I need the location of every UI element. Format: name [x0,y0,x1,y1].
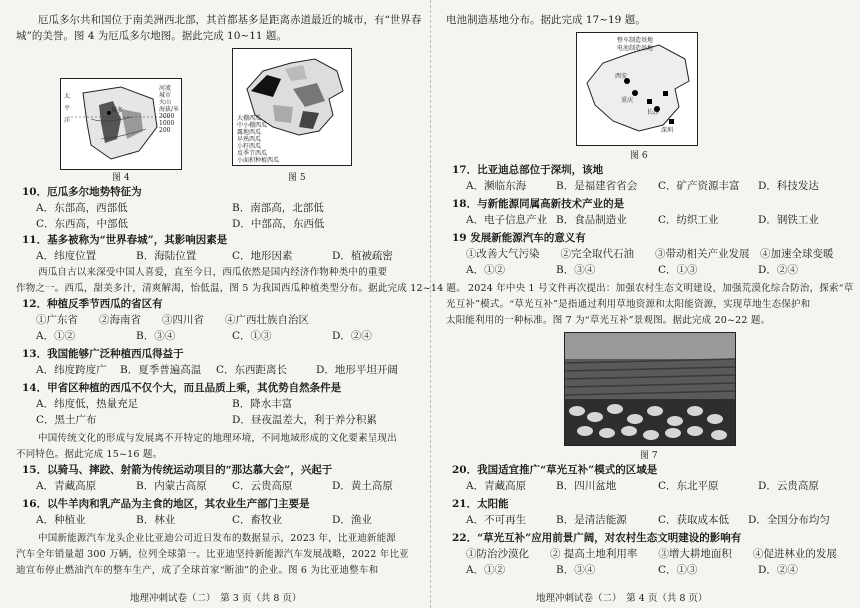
q18-stem: 18．与新能源同属高新技术产业的是 [452,198,625,210]
q22-option-b: B．③④ [556,564,596,576]
q20-option-d: D．云贵高原 [758,480,819,492]
q19-statements: ①改善大气污染 ②完全取代石油 ③带动相关产业发展 ④加速全球变暖 [466,248,834,260]
q17-option-c: C．矿产资源丰富 [658,180,740,192]
legend-1000: 1000 [159,120,175,127]
q15-option-d: D．黄土高原 [332,480,393,492]
grass-solar-photo-graphic [565,333,735,445]
q11-option-a: A．纬度位置 [36,250,97,262]
legend-greenhouse: 大棚西瓜 [237,115,262,122]
intro-byd-line2: 汽车全年销量超 300 万辆，位列全球第一。比亚迪坚持新能源汽车发展战略，2022 年比亚 [16,549,409,560]
q21-stem: 21．太阳能 [452,498,509,510]
q20-option-c: C．东北平原 [658,480,719,492]
q14-option-c: C．黑土广布 [36,414,97,426]
legend-200: 200 [159,127,171,134]
q10-option-d: D．中部高，东西低 [232,218,325,230]
q20-stem: 20．我国适宜推广“草光互补”模式的区域是 [452,464,658,476]
legend-seedless: 小籽西瓜 [237,143,262,150]
q11-stem: 11．基多被称为“世界春城”，其影响因素是 [22,234,228,246]
figure-6-caption: 图 6 [630,151,648,161]
q16-option-b: B．林业 [136,514,176,526]
map-label-ocean-1: 太 [64,93,71,100]
q22-stem: 22．“草光互补”应用前景广阔，对农村生态文明建设的影响有 [452,532,742,544]
figure-7-grass-solar-photo [564,332,736,446]
q15-option-c: C．云贵高原 [232,480,293,492]
figure-5-caption: 图 5 [288,173,306,183]
q14-option-a: A．纬度低，热量充足 [36,398,139,410]
q21-option-c: C．获取成本低 [658,514,730,526]
q22-option-c: C．①③ [658,564,698,576]
intro-ecuador-line2: 城”的美誉。图 4 为厄瓜多尔地图。据此完成 10~11 题。 [16,30,287,42]
intro-grass-solar-line1: 2024 年中央 1 号文件再次提出：加强农村生态文明建设，加强荒漠化综合防治，探索“草 [468,283,854,294]
figure-5-china-watermelon-map [232,48,352,166]
figure-7-caption: 图 7 [640,451,658,461]
legend-river: 河流 [159,85,172,92]
map-label-quito: 基多 [111,107,124,114]
q16-option-d: D．渔业 [332,514,372,526]
map-label-ocean-3: 洋 [64,117,71,124]
q11-option-d: D．植被疏密 [332,250,393,262]
map-label-ocean-2: 平 [64,105,71,112]
q16-stem: 16．以牛羊肉和乳产品为主食的地区，其农业生产部门主要是 [22,498,310,510]
q11-option-c: C．地形因素 [232,250,293,262]
figure-4-caption: 图 4 [112,173,130,183]
q13-option-b: B．夏季普遍高温 [120,364,202,376]
q19-option-b: B．③④ [556,264,596,276]
q15-option-b: B．内蒙古高原 [136,480,207,492]
q19-option-c: C．①③ [658,264,698,276]
q13-option-c: C．东西距离长 [216,364,288,376]
q20-option-a: A．青藏高原 [466,480,527,492]
q10-option-a: A．东部高，西部低 [36,202,128,214]
intro-byd-continued: 电池制造基地分布。据此完成 17~19 题。 [446,14,646,26]
q13-stem: 13．我国能够广泛种植西瓜得益于 [22,348,184,360]
map-label-changsha: 长沙 [647,109,660,116]
legend-small-tunnel: 中小棚西瓜 [237,122,268,129]
q12-stem: 12．种植反季节西瓜的省区有 [22,298,163,310]
intro-byd-line1: 中国新能源汽车龙头企业比亚迪公司近日发布的数据显示，2023 年，比亚迪新能源 [38,533,396,544]
q10-stem: 10．厄瓜多尔地势特征为 [22,186,142,198]
legend-vehicle-base: 整车制造基地 [617,37,654,44]
q17-option-a: A．濒临东海 [466,180,527,192]
right-page-footer: 地理冲刺试卷（二） 第 4 页（共 8 页） [536,593,708,604]
q21-option-b: B．是清洁能源 [556,514,627,526]
q11-option-b: B．海陆位置 [136,250,197,262]
legend-battery-base: 电池制造基地 [617,45,654,52]
legend-open-field: 露地西瓜 [237,129,262,136]
intro-culture-line2: 不同特色。据此完成 15~16 题。 [16,449,163,460]
q22-statements: ①防治沙漠化 ② 提高土地利用率 ③增大耕地面积 ④促进林业的发展 [466,548,837,560]
q16-option-c: C．畜牧业 [232,514,283,526]
legend-small-area: 小面积种植西瓜 [237,157,280,164]
figure-4-ecuador-map [60,78,182,170]
q12-option-c: C．①③ [232,330,272,342]
intro-ecuador-line1: 厄瓜多尔共和国位于南美洲西北部，其首都基多是距离赤道最近的城市，有“世界春 [38,14,422,26]
legend-early: 早熟西瓜 [237,136,262,143]
intro-byd-line3: 迪宣布停止燃油汽车的整车生产，成了全球首家“断油”的企业。图 6 为比亚迪整车和 [16,565,379,576]
q12-option-d: D．②④ [332,330,372,342]
q14-stem: 14．甲省区种植的西瓜不仅个大，而且品质上乘，其优势自然条件是 [22,382,342,394]
intro-watermelon-line1: 西瓜自古以来深受中国人喜爱，直至今日，西瓜依然是国内经济作物种类中的重要 [38,267,388,278]
q21-option-a: A．不可再生 [466,514,527,526]
legend-volcano: 火山 [159,99,172,106]
q14-option-b: B．降水丰富 [232,398,293,410]
legend-off-season: 反季节西瓜 [237,150,268,157]
q18-option-a: A．电子信息产业 [466,214,548,226]
q18-option-b: B．食品制造业 [556,214,627,226]
q15-option-a: A．青藏高原 [36,480,97,492]
right-page [430,0,860,608]
q19-stem: 19 发展新能源汽车的意义有 [452,232,586,244]
q14-option-d: D．昼夜温差大，利于养分积累 [232,414,377,426]
q22-option-d: D．②④ [758,564,798,576]
q13-option-a: A．纬度跨度广 [36,364,107,376]
q17-stem: 17．比亚迪总部位于深圳，该地 [452,164,604,176]
q12-statements: ①广东省 ②海南省 ③四川省 ④广西壮族自治区 [36,314,309,326]
q15-stem: 15．以骑马、摔跤、射箭为传统运动项目的“那达慕大会”，兴起于 [22,464,333,476]
intro-culture-line1: 中国传统文化的形成与发展离不开特定的地理环境，不同地域形成的文化要素呈现出 [38,433,397,444]
map-label-xian: 西安 [615,73,628,80]
legend-3000: 3000 [159,113,175,120]
figure-4-legend [159,85,179,134]
left-page-footer: 地理冲刺试卷（二） 第 3 页（共 8 页） [130,593,302,604]
q17-option-b: B．是福建省省会 [556,180,638,192]
q12-option-a: A．①② [36,330,76,342]
q20-option-b: B．四川盆地 [556,480,617,492]
q12-option-b: B．③④ [136,330,176,342]
legend-city: 城市 [159,92,172,99]
q19-option-a: A．①② [466,264,506,276]
q22-option-a: A．①② [466,564,506,576]
figure-6-byd-bases-map [576,32,698,146]
figure-5-legend [237,115,279,164]
q17-option-d: D．科技发达 [758,180,819,192]
q13-option-d: D．地形平坦开阔 [316,364,398,376]
intro-grass-solar-line3: 太阳能利用的一种标准。图 7 为“草光互补”景观图。据此完成 20~22 题。 [446,315,771,326]
intro-grass-solar-line2: 光互补”模式。“草光互补”是指通过利用草地资源和太阳能资源，实现草地生态保护和 [446,299,811,310]
map-label-chongqing: 重庆 [621,97,634,104]
q10-option-c: C．东西高，中部低 [36,218,129,230]
q19-option-d: D．②④ [758,264,798,276]
q18-option-c: C．纺织工业 [658,214,719,226]
q18-option-d: D．钢铁工业 [758,214,819,226]
map-label-shenzhen: 深圳 [661,127,674,134]
q16-option-a: A．种植业 [36,514,86,526]
intro-watermelon-line2: 作物之一。西瓜，甜美多汁，清爽解渴，怡低温，图 5 为我国西瓜种植类型分布。据此完成 12~14 题。 [16,283,466,294]
q10-option-b: B．南部高，北部低 [232,202,324,214]
legend-elevation: 海拔/米 [159,106,180,113]
q21-option-d: D．全国分布均匀 [748,514,830,526]
